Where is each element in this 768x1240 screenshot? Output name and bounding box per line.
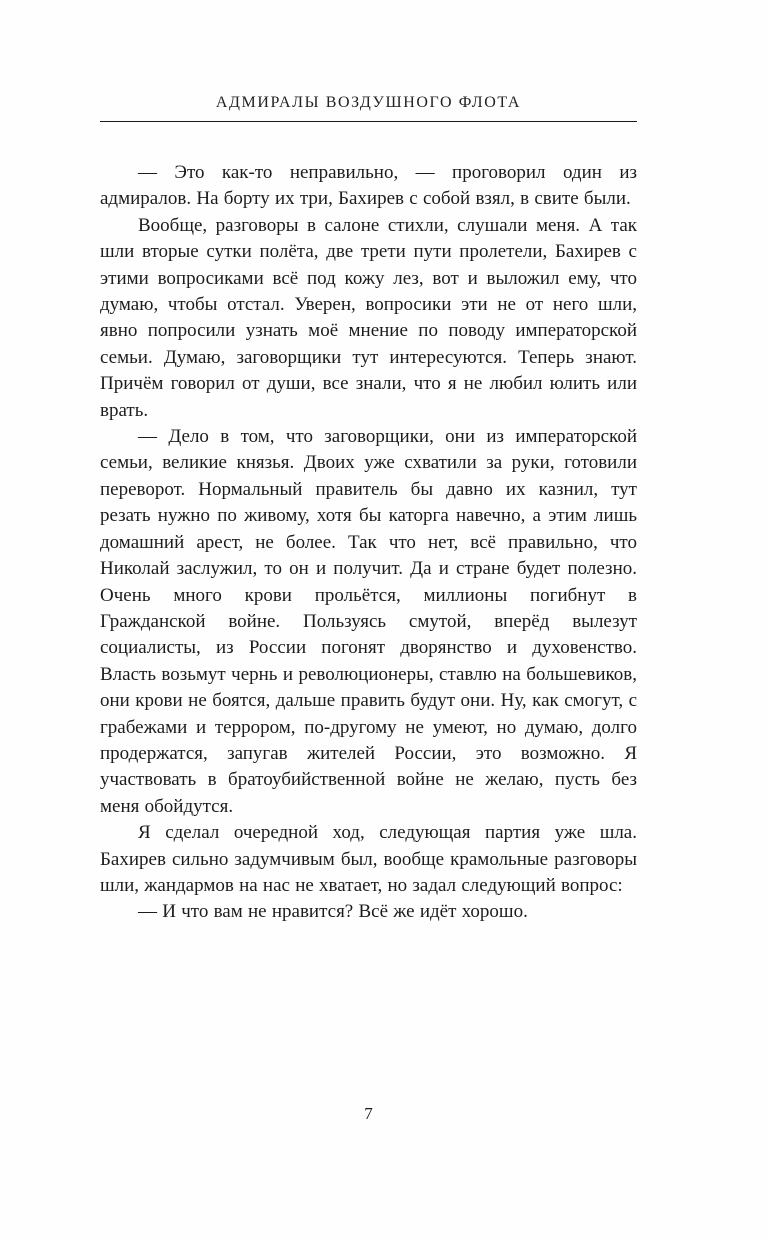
paragraph-1: — Это как-то неправильно, — проговорил один из адмиралов. На борту их три, Бахирев с собой взял, в свите были.: [100, 162, 637, 210]
paragraph-3: — Дело в том, что заговорщики, они из императорской семьи, великие князья. Двоих уже схватили за руки, готовили переворот. Нормальный правитель бы давно их казнил, тут резать нужно по живому, хотя бы каторга навечно, а этим лишь домашний арест, не более. Так что нет, всё правильно, что Николай заслужил, то он и получит. Да и стране будет полезно. Очень много крови прольётся, миллионы погибнут в Гражданской войне. Пользуясь смутой, вперёд вылезут социалисты, из России погонят дворянство и духовенство. Власть возьмут чернь и революционеры, ставлю на большевиков, они крови не боятся, дальше править будут они. Ну, как смогут, с грабежами и террором, по-другому не умеют, но думаю, долго продержатся, запугав жителей России, это возможно. Я участвовать в братоубийственной войне не желаю, пусть без меня обойдутся.: [100, 426, 637, 817]
text-block: [100, 160, 637, 926]
page-number: 7: [364, 1104, 373, 1123]
content-column: [100, 94, 637, 926]
header-rule: [100, 121, 637, 122]
paragraph-5: — И что вам не нравится? Всё же идёт хорошо.: [138, 901, 528, 923]
paragraph-2: Вообще, разговоры в салоне стихли, слушали меня. А так шли вторые сутки полёта, две трети пути пролетели, Бахирев с этими вопросиками всё под кожу лез, вот и выложил ему, что думаю, чтобы отстал. Уверен, вопросики эти не от него шли, явно попросили узнать моё мнение по поводу императорской семьи. Думаю, заговорщики тут интересуются. Теперь знают. Причём говорил от души, все знали, что я не любил юлить или врать.: [100, 214, 637, 421]
running-header-title: АДМИРАЛЫ ВОЗДУШНОГО ФЛОТА: [215, 94, 522, 111]
paragraph-4: Я сделал очередной ход, следующая партия уже шла. Бахирев сильно задумчивым был, вообще крамольные разговоры шли, жандармов на нас не хватает, но задал следующий вопрос:: [100, 822, 637, 896]
